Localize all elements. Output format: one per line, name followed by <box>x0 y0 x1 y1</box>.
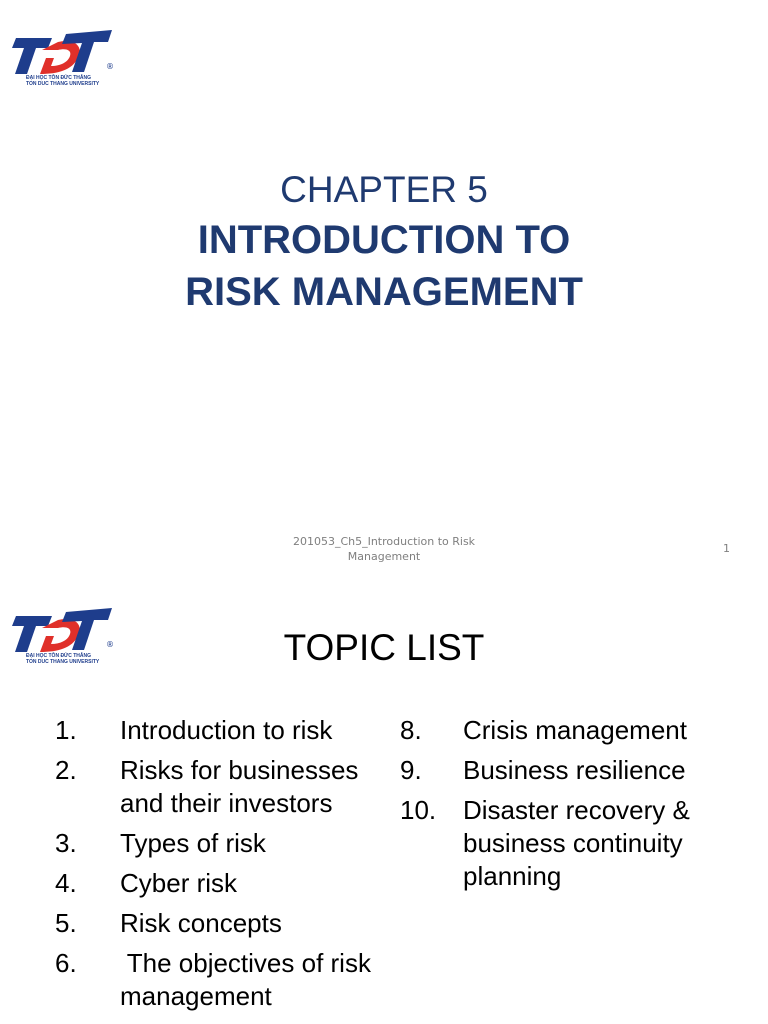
slide-2 <box>0 588 768 1024</box>
topic-text: Risk concepts <box>120 908 282 938</box>
topic-number: 4. <box>55 868 77 898</box>
topic-list-item <box>55 947 395 1013</box>
topic-list-item <box>400 714 740 747</box>
topic-list-item <box>400 754 740 787</box>
chapter-label: CHAPTER 5 <box>280 169 488 210</box>
topic-list-item <box>400 794 740 893</box>
registered-mark: ® <box>106 640 114 649</box>
topic-text: management <box>120 981 272 1011</box>
topic-text: Crisis management <box>463 715 687 745</box>
registered-mark: ® <box>106 62 114 71</box>
topic-number: 5. <box>55 908 77 938</box>
topic-list-left <box>55 714 395 1020</box>
topic-text: planning <box>463 861 562 891</box>
topic-text: business continuity <box>463 828 683 858</box>
topic-number: 8. <box>400 715 422 745</box>
topic-number: 2. <box>55 755 77 785</box>
chapter-title-line-2: RISK MANAGEMENT <box>185 270 583 314</box>
tdt-logo-mark-icon <box>6 28 114 76</box>
topic-number: 6. <box>55 948 77 978</box>
topic-list-heading: TOPIC LIST <box>283 627 485 668</box>
topic-list-right <box>400 714 740 900</box>
topic-list-item <box>55 754 395 820</box>
topic-list-item <box>55 714 395 747</box>
topic-text: Risks for businesses <box>120 755 359 785</box>
university-name: ĐẠI HỌC TÔN ĐỨC THẮNG TON DUC THANG UNIVERSITY <box>26 653 100 665</box>
university-name: ĐẠI HỌC TÔN ĐỨC THẮNG TON DUC THANG UNIVERSITY <box>26 75 100 87</box>
topic-text: Introduction to risk <box>120 715 333 745</box>
topic-text: Cyber risk <box>120 868 238 898</box>
topic-number: 10. <box>400 795 437 825</box>
topic-list-item <box>55 907 395 940</box>
topic-text: The objectives of risk <box>120 948 371 978</box>
slide-footer: 201053_Ch5_Introduction to Risk Management <box>292 535 476 563</box>
topic-text: Types of risk <box>120 828 266 858</box>
chapter-title <box>0 214 768 318</box>
topic-number: 1. <box>55 715 77 745</box>
topic-text: Disaster recovery & <box>463 795 690 825</box>
university-logo <box>6 28 114 90</box>
topic-number: 3. <box>55 828 77 858</box>
topic-list-item <box>55 867 395 900</box>
topic-text: Business resilience <box>463 755 686 785</box>
topic-text: and their investors <box>120 788 333 818</box>
topic-list-item <box>55 827 395 860</box>
page-number: 1 <box>723 542 730 555</box>
topic-number: 9. <box>400 755 422 785</box>
chapter-title-line-1: INTRODUCTION TO <box>197 218 571 262</box>
